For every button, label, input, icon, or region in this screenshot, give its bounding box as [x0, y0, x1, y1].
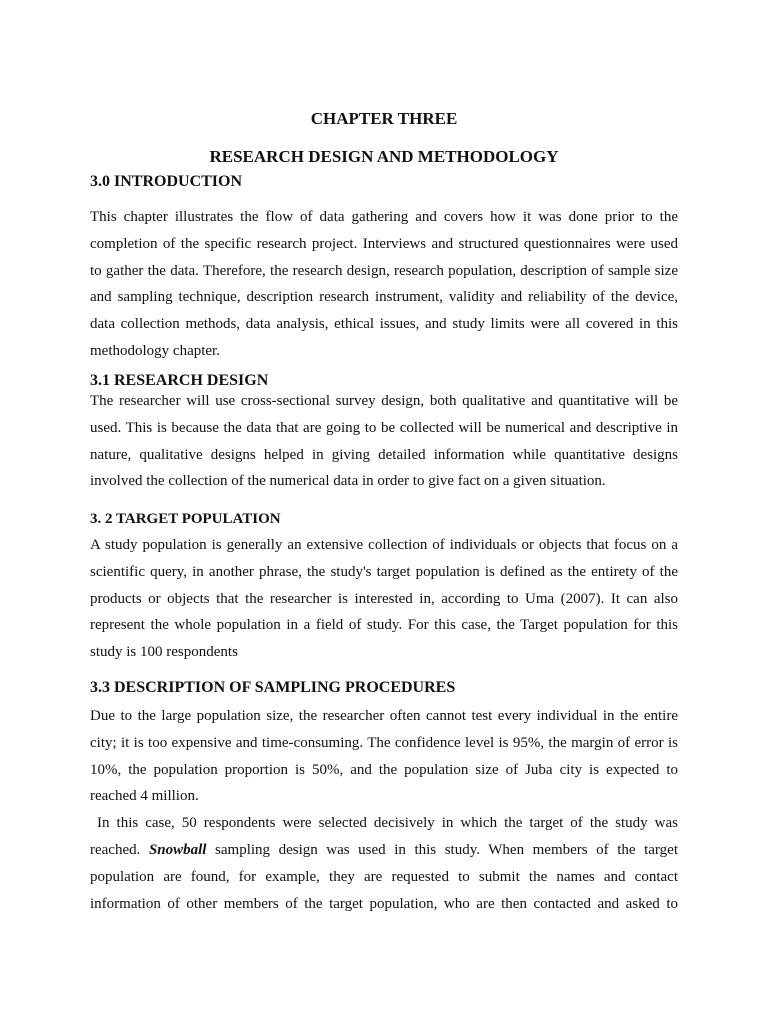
chapter-title: CHAPTER THREE	[310, 109, 458, 128]
text-line: involved the collection of the numerical data in order to give fact on a given situation.	[90, 473, 606, 490]
section-body-research-design	[90, 388, 678, 495]
section-body-sampling-procedures	[90, 703, 678, 917]
text-run: reached.	[90, 841, 149, 858]
section-heading-research-design: 3.1 RESEARCH DESIGN	[90, 372, 269, 389]
text-line: scientific query, in another phrase, the study's target population is defined as the entirety of the	[90, 563, 678, 580]
text-run: sampling design was used in this study. When members of the target	[206, 841, 678, 858]
text-line: and sampling technique, description research instrument, validity and reliability of the device,	[90, 289, 678, 306]
text-line: information of other members of the target population, who are then contacted and asked to	[90, 895, 678, 912]
section-body-target-population	[90, 532, 678, 666]
text-line: methodology chapter.	[90, 342, 220, 359]
chapter-subtitle: RESEARCH DESIGN AND METHODOLOGY	[209, 147, 559, 166]
text-line: products or objects that the researcher is interested in, according to Uma (2007). It can also	[90, 590, 678, 607]
text-line: represent the whole population in a field of study. For this case, the Target population for this	[90, 617, 678, 634]
text-line: used. This is because the data that are going to be collected will be numerical and descriptive in	[90, 419, 678, 436]
text-line: 10%, the population proportion is 50%, and the population size of Juba city is expected to	[90, 761, 678, 778]
text-line: data collection methods, data analysis, ethical issues, and study limits were all covered in this	[90, 316, 678, 333]
text-line: A study population is generally an extensive collection of individuals or objects that focus on a	[90, 537, 678, 553]
text-line: to gather the data. Therefore, the research design, research population, description of sample size	[90, 262, 678, 279]
text-line-with-emphasis	[90, 837, 678, 864]
text-line: study is 100 respondents	[90, 644, 238, 661]
text-line: In this case, 50 respondents were selected decisively in which the target of the study was	[90, 815, 678, 832]
text-line: The researcher will use cross-sectional survey design, both qualitative and quantitative will be	[90, 393, 678, 409]
section-heading-target-population: 3. 2 TARGET POPULATION	[90, 511, 281, 527]
text-line: reached 4 million.	[90, 788, 199, 805]
section-heading-sampling-procedures: 3.3 DESCRIPTION OF SAMPLING PROCEDURES	[90, 679, 456, 696]
emphasis-snowball: Snowball	[148, 841, 207, 858]
text-line: population are found, for example, they are requested to submit the names and contact	[90, 868, 678, 885]
text-line: This chapter illustrates the flow of data gathering and covers how it was done prior to the	[90, 209, 678, 225]
text-line: completion of the specific research project. Interviews and structured questionnaires were used	[90, 235, 678, 252]
text-line: Due to the large population size, the researcher often cannot test every individual in the entire	[90, 708, 678, 724]
text-line: nature, qualitative designs helped in giving detailed information while quantitative designs	[90, 446, 678, 463]
text-line: city; it is too expensive and time-consuming. The confidence level is 95%, the margin of error is	[90, 734, 678, 751]
section-body-introduction	[90, 204, 678, 365]
section-heading-introduction: 3.0 INTRODUCTION	[90, 173, 243, 190]
